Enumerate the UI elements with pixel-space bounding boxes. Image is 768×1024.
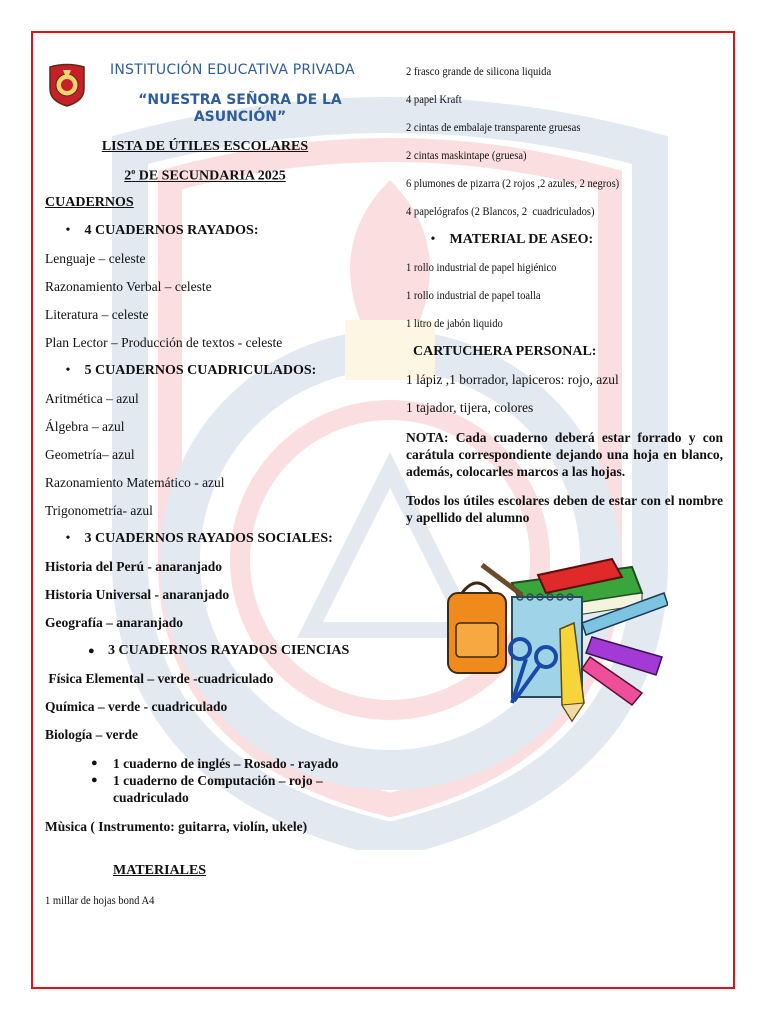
list-item: Historia Universal - anaranjado <box>45 587 230 602</box>
list-item: Historia del Perú - anaranjado <box>45 559 222 574</box>
list-item: Razonamiento Verbal – celeste <box>45 279 212 294</box>
nota-paragraph: NOTA: Cada cuaderno deberá estar forrado y con carátula correspondiente dejando una hoja en blanco, además, colocarles marcos a las hojas. <box>406 430 723 479</box>
musica-line: Mùsica ( Instrumento: guitarra, violín, ukele) <box>45 819 308 834</box>
list-item: ● 1 cuaderno de inglés – Rosado - rayado <box>91 755 351 772</box>
school-supplies-illustration <box>442 553 668 725</box>
list-item: 6 plumones de pizarra (2 rojos ,2 azules, 2 negros) <box>406 176 620 190</box>
list-item: Física Elemental – verde -cuadriculado <box>45 671 274 686</box>
list-title: LISTA DE ÚTILES ESCOLARES <box>101 139 309 154</box>
list-item: 1 rollo industrial de papel higiénico <box>406 260 557 274</box>
list-item: 1 litro de jabón liquido <box>406 316 503 330</box>
list-item: 4 papel Kraft <box>406 92 462 106</box>
list-item: 1 lápiz ,1 borrador, lapiceros: rojo, azul <box>406 372 619 387</box>
list-item: Literatura – celeste <box>45 307 149 322</box>
sociales-heading: • 3 CUADERNOS RAYADOS SOCIALES: <box>65 531 333 546</box>
list-item: Álgebra – azul <box>45 419 125 434</box>
list-item: 2 frasco grande de silicona liquida <box>406 64 552 78</box>
rayados-heading: • 4 CUADERNOS RAYADOS: <box>65 223 259 238</box>
todos-paragraph: Todos los útiles escolares deben de estar con el nombre y apellido del alumno <box>406 493 723 525</box>
list-item: 1 rollo industrial de papel toalla <box>406 288 541 302</box>
materiales-heading: MATERIALES <box>113 863 207 878</box>
list-item: Lenguaje – celeste <box>45 251 146 266</box>
cartuchera-heading: CARTUCHERA PERSONAL: <box>413 344 597 359</box>
list-item: Trigonometría- azul <box>45 503 153 518</box>
list-item: Biología – verde <box>45 727 138 742</box>
list-item: Razonamiento Matemático - azul <box>45 475 225 490</box>
ciencias-heading: ● 3 CUADERNOS RAYADOS CIENCIAS <box>88 643 350 658</box>
school-type: INSTITUCIÓN EDUCATIVA PRIVADA <box>110 62 355 78</box>
list-item: Geografía – anaranjado <box>45 615 183 630</box>
cuadernos-heading: CUADERNOS <box>45 195 134 210</box>
list-item: Química – verde - cuadriculado <box>45 699 228 714</box>
list-item: 1 tajador, tijera, colores <box>406 400 534 415</box>
school-name: “NUESTRA SEÑORA DE LA ASUNCIÓN” <box>138 92 342 125</box>
list-item: Plan Lector – Producción de textos - celeste <box>45 335 283 350</box>
list-item: Geometría– azul <box>45 447 135 462</box>
list-item: 1 millar de hojas bond A4 <box>45 893 155 907</box>
list-item: Aritmética – azul <box>45 391 139 406</box>
cuadriculados-heading: • 5 CUADERNOS CUADRICULADOS: <box>65 363 317 378</box>
grade-title: 2$^o$ DE SECUNDARIA 2025 <box>124 167 286 184</box>
list-item: ● 1 cuaderno de Computación – rojo – cuadriculado <box>91 772 351 806</box>
school-crest-icon <box>48 63 86 107</box>
list-item: 4 papelógrafos (2 Blancos, 2 cuadriculados) <box>406 204 595 218</box>
otros-cuadernos-list <box>91 755 351 806</box>
list-item: 2 cintas maskintape (gruesa) <box>406 148 527 162</box>
list-item: 2 cintas de embalaje transparente gruesas <box>406 120 581 134</box>
aseo-heading: • MATERIAL DE ASEO: <box>430 232 594 247</box>
